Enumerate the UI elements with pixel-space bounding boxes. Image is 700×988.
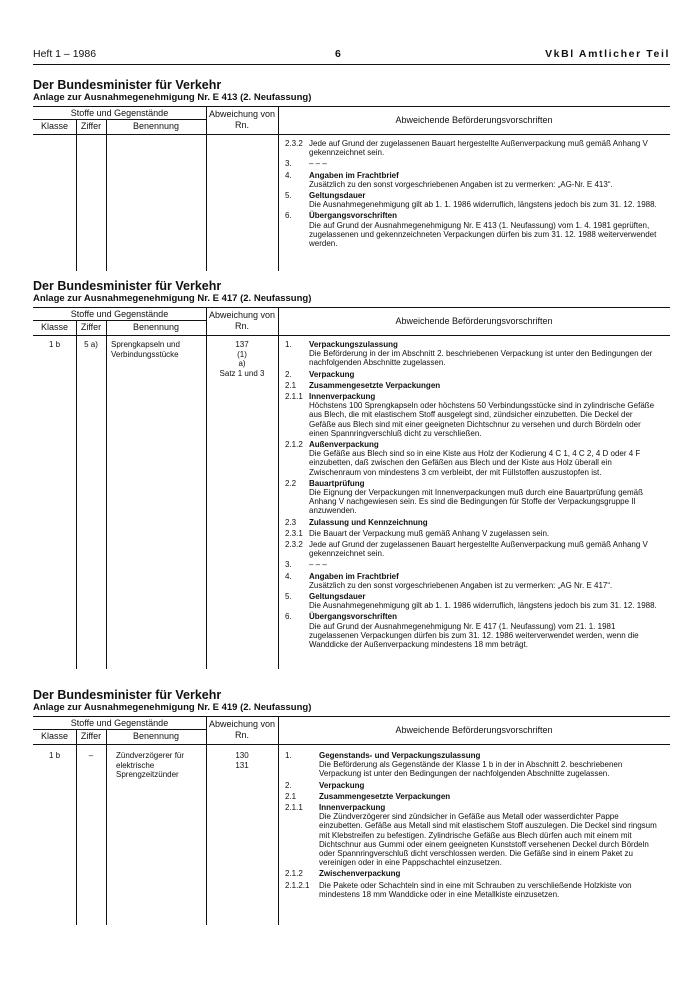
col-klasse: Klasse (40, 731, 68, 741)
header-rule (33, 64, 670, 65)
col-stoffe: Stoffe und Gegenstände (70, 309, 169, 319)
section-subtitle: Anlage zur Ausnahmegenehmigung Nr. E 419 (2. Neufassung) (33, 702, 312, 713)
section-e419 (33, 688, 670, 925)
table-body (33, 135, 670, 271)
section-subtitle: Anlage zur Ausnahmegenehmigung Nr. E 417 (2. Neufassung) (33, 293, 312, 304)
col-benennung: Benennung (132, 731, 180, 741)
section-title: Der Bundesminister für Verkehr (33, 688, 222, 702)
regulations-list: 1. Gegenstands- und Verpackungszulassung Die Beförderung als Gegenstände der Klasse 1 b in der in Abschnitt 2. beschriebenen Verpackung ist unter den Bedingungen der nachfolgenden Abschnitte zugelassen. 2. Verpackung 2.1 Zusammengesetzte Verpackungen 2.1.1 Innenverpackung Die Zündverzögerer sind zündsicher in Gefäße aus Metall oder wasserdichter Pappe einzubetten. Gefäße aus Metall sind mit elastischem Stoff auszulegen. Die Deckel sind ringsum mit Klebstreifen zu befestigen. Zylindrische Gefäße aus Blech dürfen auch mit einem mit Dichtschnur aus Gummi oder einem geeigneten Kunststoff versehenen Deckel durch Bördeln oder Spannringverschluß dicht verschlossen werden. Die Gefäße sind in einem Paket zu vereinigen oder in eine Pappschachtel einzusetzen. 2.1.2 Zwischenverpackung 2.1.2.1 Die Pakete oder Schachteln sind in eine mit Schrauben zu verschließende Holzkiste von mindestens 18 mm Wanddicke oder in eine Metallkiste einzusetzen. (285, 751, 657, 899)
col-abweichung: Abweichung von Rn. (208, 310, 276, 331)
klasse-value: 1 b (48, 751, 61, 760)
list-item: 3. – – – (285, 159, 327, 169)
col-benennung: Benennung (132, 121, 180, 131)
benennung-value: Zündverzögerer für elektrische Sprengzeitzünder (116, 751, 185, 779)
section-e417 (33, 279, 670, 669)
col-vorschriften: Abweichende Beförderungsvorschriften (395, 725, 553, 735)
abweichung-value: 137 (1) a) Satz 1 und 3 (219, 340, 265, 378)
klasse-value: 1 b (48, 340, 61, 349)
table-header (33, 717, 670, 745)
list-item: 6. Übergangsvorschriften Die auf Grund der Ausnahmegenehmigung Nr. E 413 (1. Neufassung) vom 1. 4. 1981 geprüften, zugelassenen und gekennzeichneten Verpackungen dürfen bis zum 31. 12. 1988 weiterverwendet werden. (285, 211, 657, 249)
col-benennung: Benennung (132, 322, 180, 332)
col-ziffer: Ziffer (80, 731, 102, 741)
ziffer-value: – (88, 751, 94, 760)
list-item: 4. Angaben im Frachtbrief Zusätzlich zu den sonst vorgeschriebenen Angaben ist zu vermerken: „AG-Nr. E 413“. (285, 170, 613, 189)
col-ziffer: Ziffer (80, 322, 102, 332)
page-header (33, 48, 670, 62)
table-header (33, 107, 670, 135)
col-vorschriften: Abweichende Beförderungsvorschriften (395, 316, 553, 326)
col-ziffer: Ziffer (80, 121, 102, 131)
regulations-list (285, 139, 660, 250)
publication-title: VkBl Amtlicher Teil (545, 48, 670, 60)
issue-label: Heft 1 – 1986 (33, 48, 97, 60)
section-title: Der Bundesminister für Verkehr (33, 78, 222, 92)
list-item: 2.3.2 Jede auf Grund der zugelassenen Bauart hergestellte Außenverpackung muß gemäß Anhang V gekennzeichnet sein. (285, 139, 648, 158)
col-vorschriften: Abweichende Beförderungsvorschriften (395, 115, 553, 125)
col-klasse: Klasse (40, 121, 68, 131)
ziffer-value: 5 a) (84, 340, 98, 349)
table-body (33, 745, 670, 925)
col-stoffe: Stoffe und Gegenstände (70, 718, 169, 728)
col-klasse: Klasse (40, 322, 68, 332)
benennung-value: Sprengkapseln und Verbindungsstücke (111, 340, 180, 359)
table-header (33, 308, 670, 336)
section-title: Der Bundesminister für Verkehr (33, 279, 222, 293)
col-stoffe: Stoffe und Gegenstände (70, 108, 169, 118)
col-abweichung: Abweichung von Rn. (208, 719, 276, 740)
section-subtitle: Anlage zur Ausnahmegenehmigung Nr. E 413 (2. Neufassung) (33, 92, 312, 103)
table-body (33, 336, 670, 669)
regulations-list: 1. Verpackungszulassung Die Beförderung in der im Abschnitt 2. beschriebenen Verpackung ist unter den Bedingungen der nachfolgenden Abschnitte zugelassen. 2. Verpackung 2.1 Zusammengesetzte Verpackungen 2.1.1 Innenverpackung Höchstens 100 Sprengkapseln oder höchstens 50 Verbindungsstücke sind in zylindrische Gefäße aus Blech, die mit elastischem Stoff ausgelegt sind, zündsicher einzubetten. Die Deckel der Gefäße aus Blech sind mit einer geeigneten Dichtschnur zu versehen und durch Bördeln oder einen Spannringverschluß dicht zu verschließen. 2.1.2 Außenverpackung Die Gefäße aus Blech sind so in eine Kiste aus Holz der Kodierung 4 C 1, 4 C 2, 4 D oder 4 F einzubetten, daß zwischen den Gefäßen aus Blech und der Kiste aus Holz überall ein Zwischenraum von mindestens 3 cm verbleibt, der mit Füllstoffen auszustopfen ist. 2.2 Bauartprüfung Die Eignung der Verpackungen mit Innenverpackungen muß durch eine Bauartprüfung gemäß Anhang V nachgewiesen sein. Es sind die Bedingungen für Stoffe der Verpackungsgruppe II anzuwenden. 2.3 Zulassung und Kennzeichnung 2.3.1 Die Bauart der Verpackung muß gemäß Anhang V zugelassen sein. 2.3.2 Jede auf Grund der zugelassenen Bauart hergestellte Außenverpackung muß gemäß Anhang V gekennzeichnet sein. 3. – – – 4. Angaben im Frachtbrief Zusätzlich zu den sonst vorgeschriebenen Angaben ist zu vermerken: „AG Nr. E 417“. 5. Geltungsdauer Die Ausnahmegenehmigung gilt ab 1. 1. 1986 widerruflich, längstens jedoch bis zum 31. 12. 1988. 6. Übergangsvorschriften Die auf Grund der Ausnahmegenehmigung Nr. E 417 (1. Neufassung) vom 21. 1. 1981 zugelassenen Verpackungen dürfen bis zum 31. 12. 1986 weiterverwendet werden, wenn die Wanddicke der Außenverpackung mindestens 18 mm beträgt. (285, 340, 657, 650)
abweichung-value: 130 131 (235, 751, 249, 770)
list-item: 5. Geltungsdauer Die Ausnahmegenehmigung gilt ab 1. 1. 1986 widerruflich, längstens jedoch bis zum 31. 12. 1988. (285, 191, 657, 210)
page-number: 6 (335, 48, 341, 60)
section-e413 (33, 78, 670, 271)
col-abweichung: Abweichung von Rn. (208, 109, 276, 130)
